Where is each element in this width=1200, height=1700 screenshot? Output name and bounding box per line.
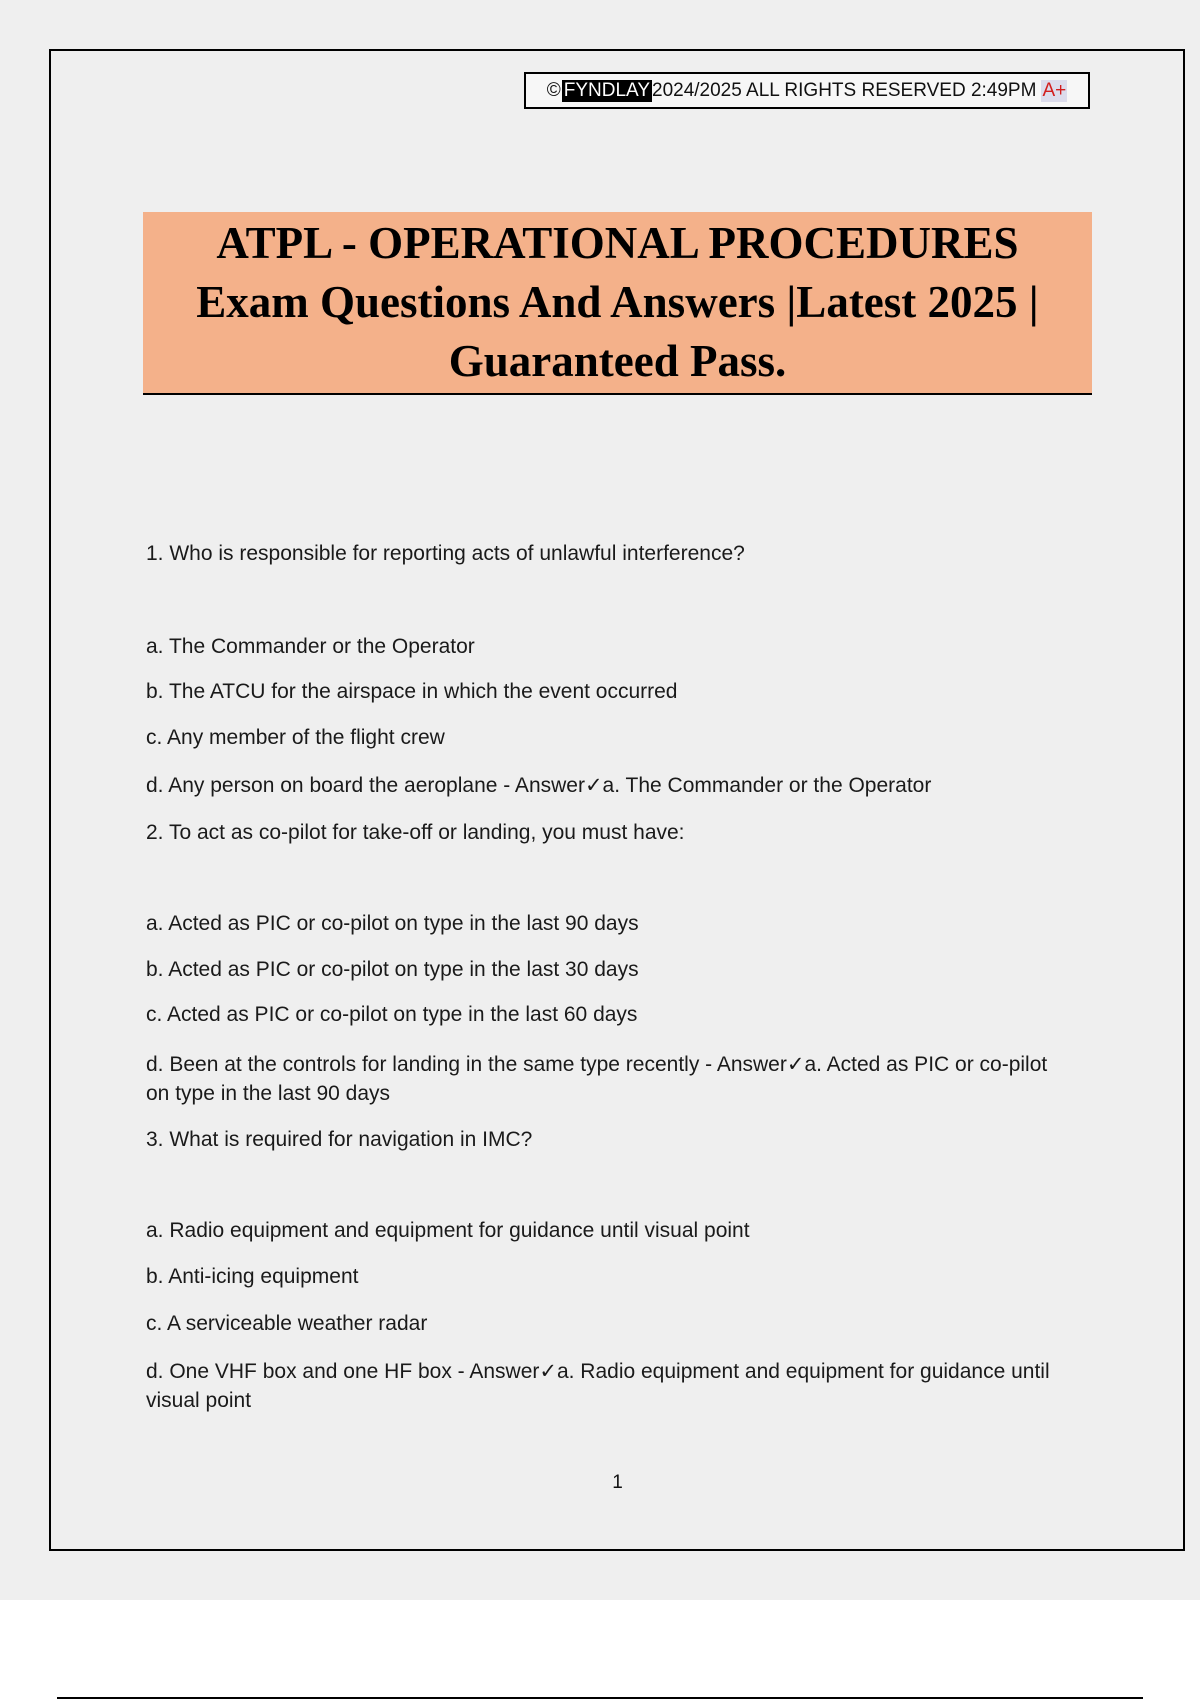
- question-1-option-c: c. Any member of the flight crew: [146, 726, 445, 749]
- question-3-option-c: c. A serviceable weather radar: [146, 1312, 428, 1335]
- grade-badge: A+: [1042, 79, 1067, 101]
- question-1-option-b: b. The ATCU for the airspace in which the event occurred: [146, 680, 678, 703]
- copyright-symbol: ©: [546, 79, 561, 101]
- next-page-rule: [57, 1697, 1143, 1699]
- question-2-option-b: b. Acted as PIC or co-pilot on type in the last 30 days: [146, 958, 639, 981]
- question-2: 2. To act as co-pilot for take-off or landing, you must have:: [146, 821, 685, 844]
- question-1-option-d: d. Any person on board the aeroplane - Answer✓a. The Commander or the Operator: [146, 774, 932, 797]
- question-2-option-d: d. Been at the controls for landing in the same type recently - Answer✓a. Acted as PIC or co-pilot on type in the last 90 days: [146, 1053, 1048, 1105]
- page-number: 1: [612, 1472, 623, 1493]
- document-title: [143, 212, 1092, 395]
- question-2-option-a: a. Acted as PIC or co-pilot on type in the last 90 days: [146, 912, 639, 935]
- question-2-option-c: c. Acted as PIC or co-pilot on type in the last 60 days: [146, 1003, 638, 1026]
- question-3-option-b: b. Anti-icing equipment: [146, 1265, 359, 1288]
- title-line-2: Exam Questions And Answers |Latest 2025 |: [196, 277, 1039, 327]
- question-3: 3. What is required for navigation in IMC?: [146, 1128, 533, 1151]
- rights-notice: 2024/2025 ALL RIGHTS RESERVED 2:49PM: [652, 79, 1037, 101]
- question-3-option-d: d. One VHF box and one HF box - Answer✓a. Radio equipment and equipment for guidance until visual point: [146, 1360, 1050, 1412]
- question-3-option-a: a. Radio equipment and equipment for guidance until visual point: [146, 1219, 750, 1242]
- brand-name: FYNDLAY: [563, 79, 650, 101]
- question-1: 1. Who is responsible for reporting acts of unlawful interference?: [146, 542, 745, 565]
- question-1-option-a: a. The Commander or the Operator: [146, 635, 475, 658]
- copyright-header: [524, 72, 1090, 109]
- title-line-3: Guaranteed Pass.: [448, 336, 787, 386]
- title-line-1: ATPL - OPERATIONAL PROCEDURES: [216, 218, 1019, 268]
